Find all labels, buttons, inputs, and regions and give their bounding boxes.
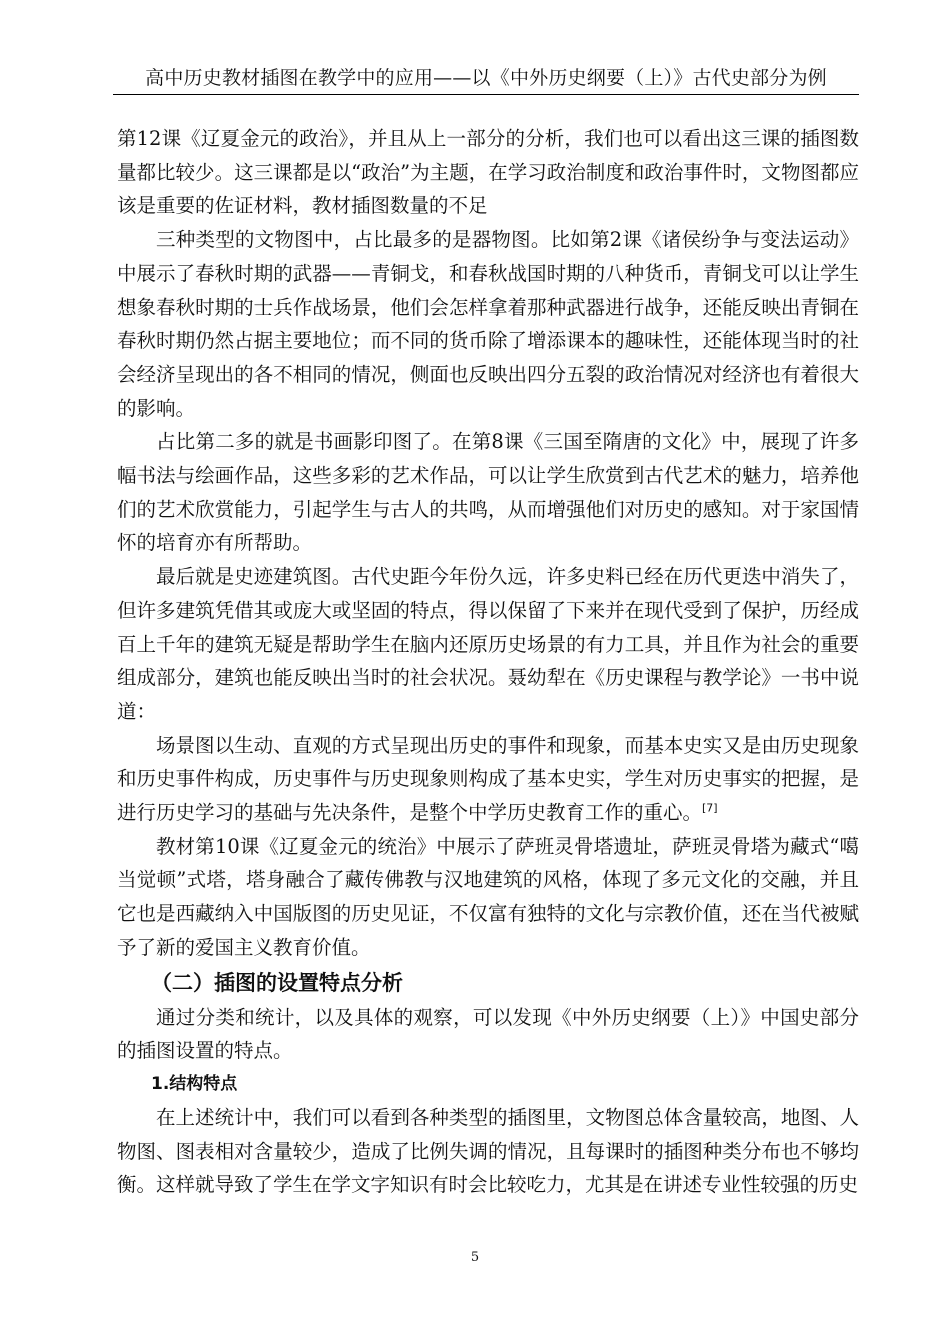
page-number: 5 — [470, 1250, 480, 1265]
paragraph-7: 在上述统计中，我们可以看到各种类型的插图里，文物图总体含量较高，地图、人物图、图表相对含量较少，造成了比例失调的情况，且每课时的插图种类分布也不够均衡。这样就导致了学生在学文字知识有时会比较吃力，尤其是在讲述专业性较强的历史 — [117, 1105, 859, 1197]
paragraph-2: 三种类型的文物图中，占比最多的是器物图。比如第2课《诸侯纷争与变法运动》中展示了春秋时期的武器——青铜戈，和春秋战国时期的八种货币，青铜戈可以让学生想象春秋时期的士兵作战场景，他们会怎样拿着那种武器进行战争，还能反映出青铜在春秋时期仍然占据主要地位；而不同的货币除了增添课本的趣味性，还能体现当时的社会经济呈现出的各不相同的情况，侧面也反映出四分五裂的政治情况对经济也有着很大的影响。 — [117, 228, 859, 420]
running-header: 高中历史教材插图在教学中的应用——以《中外历史纲要（上）》古代史部分为例 — [113, 66, 859, 95]
citation-ref: [7] — [702, 801, 718, 815]
quote-text: 场景图以生动、直观的方式呈现出历史的事件和现象，而基本史实又是由历史现象和历史事件构成，历史事件与历史现象则构成了基本史实，学生对历史事实的把握，是进行历史学习的基础与先决条件，是整个中学历史教育工作的重心。 — [117, 733, 859, 825]
paragraph-3: 占比第二多的就是书画影印图了。在第8课《三国至隋唐的文化》中，展现了许多幅书法与绘画作品，这些多彩的艺术作品，可以让学生欣赏到古代艺术的魅力，培养他们的艺术欣赏能力，引起学生与古人的共鸣，从而增强他们对历史的感知。对于家国情怀的培育亦有所帮助。 — [117, 430, 859, 555]
paragraph-4: 最后就是史迹建筑图。古代史距今年份久远，许多史料已经在历代更迭中消失了，但许多建筑凭借其或庞大或坚固的特点，得以保留了下来并在现代受到了保护，历经成百上千年的建筑无疑是帮助学生在脑内还原历史场景的有力工具，并且作为社会的重要组成部分，建筑也能反映出当时的社会状况。聂幼犁在《历史课程与教学论》一书中说道： — [117, 565, 859, 723]
paragraph-5: 教材第10课《辽夏金元的统治》中展示了萨班灵骨塔遗址，萨班灵骨塔为藏式“噶当觉顿”式塔，塔身融合了藏传佛教与汉地建筑的风格，体现了多元文化的交融，并且它也是西藏纳入中国版图的历史见证，不仅富有独特的文化与宗教价值，还在当代被赋予了新的爱国主义教育价值。 — [117, 834, 859, 959]
block-quote — [117, 729, 859, 830]
page-body — [117, 122, 859, 1202]
section-heading: （二）插图的设置特点分析 — [151, 970, 403, 995]
subsection-heading: 1.结构特点 — [151, 1073, 238, 1094]
paragraph-1: 第12课《辽夏金元的政治》，并且从上一部分的分析，我们也可以看出这三课的插图数量都比较少。这三课都是以“政治”为主题，在学习政治制度和政治事件时，文物图都应该是重要的佐证材料，教材插图数量的不足 — [117, 127, 859, 218]
paragraph-6: 通过分类和统计，以及具体的观察，可以发现《中外历史纲要（上）》中国史部分的插图设置的特点。 — [117, 1005, 859, 1063]
